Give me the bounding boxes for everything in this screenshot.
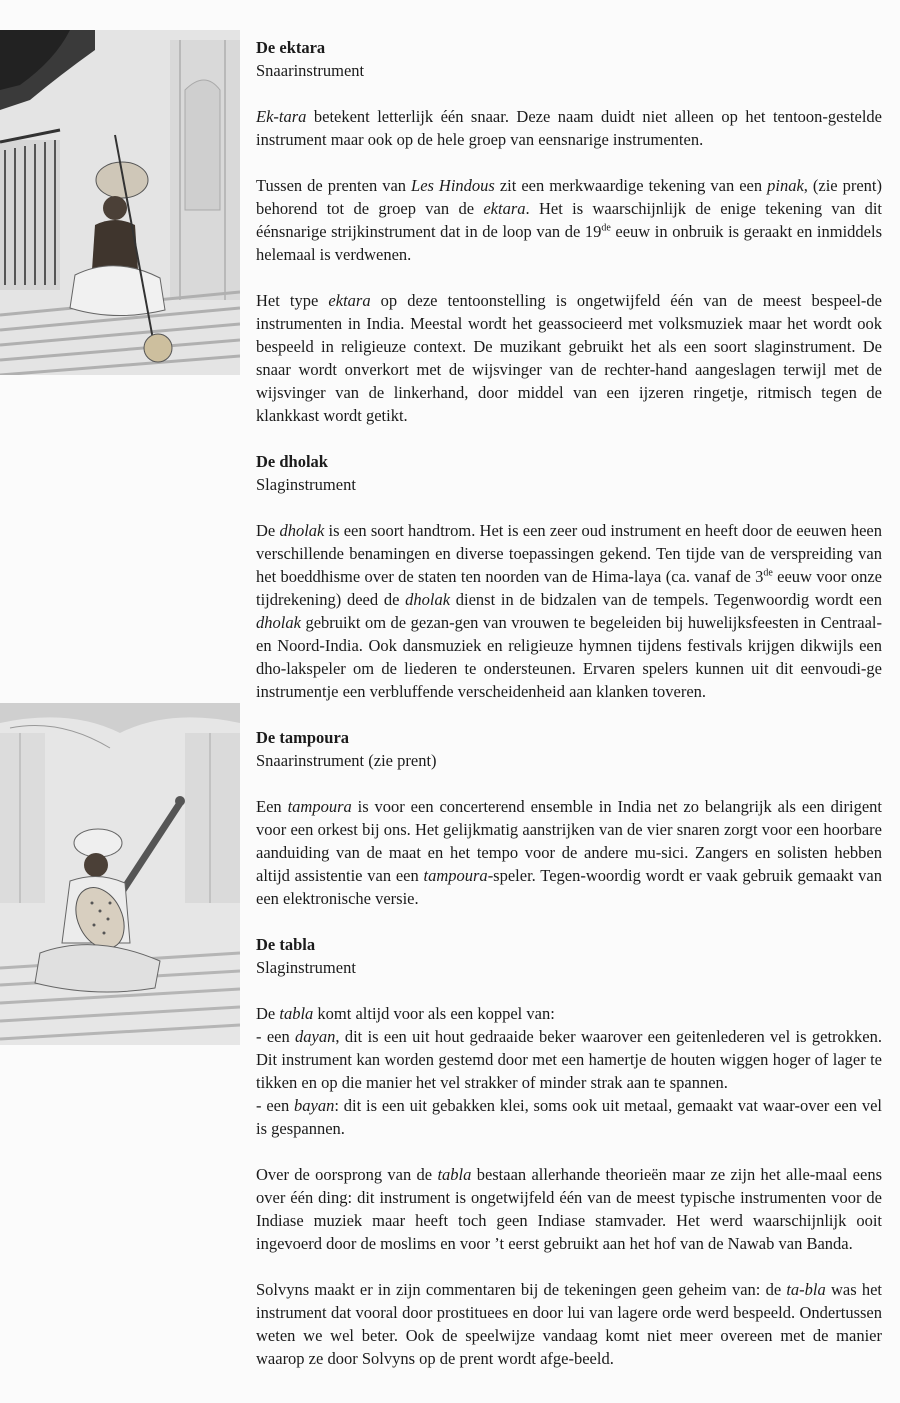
paragraph-tabla-1: De tabla komt altijd voor als een koppel van: bbox=[256, 1004, 555, 1023]
section-title-ektara: De ektara bbox=[256, 38, 326, 57]
paragraph-dholak-1: De dholak is een soort handtrom. Het is een zeer oud instrument en heeft door de eeuwen heen verschillende benamingen en diverse toepassingen gekend. Ten tijde van de verspreiding van het boeddhisme over de staten ten noorden van de Hima-laya (ca. vanaf de 3de eeuw voor onze tijdrekening) deed de dholak dienst in de bidzalen van de tempels. Tegenwoordig wordt een dholak gebruikt om de gezan-gen van vrouwen te begeleiden bij huwelijksfeesten in Centraal- en Noord-India. Ook dansmuziek en religieuze hymnen tijdens festivals krijgen dikwijls een dho-lakspeler om de liederen te ondersteunen. Ervaren spelers kunnen uit dit eenvoudi-ge instrumentje een verbluffende verscheidenheid aan klanken toveren. bbox=[256, 521, 882, 701]
paragraph-ektara-1: Ek-tara betekent letterlijk één snaar. Deze naam duidt niet alleen op het tentoon-gestelde instrument maar ook op de hele groep van eensnarige instrumenten. bbox=[256, 107, 882, 149]
section-subtitle-ektara: Snaarinstrument bbox=[256, 61, 365, 80]
paragraph-ektara-3: Het type ektara op deze tentoonstelling is ongetwijfeld één van de meest bespeel-de instrumenten in India. Meestal wordt het geassocieerd met volksmuziek maar het wordt ook bespeeld in religieuze context. De muzikant gebruikt het als een soort slaginstrument. De snaar wordt onverkort met de wijsvinger van de rechter-hand aangeslagen terwijl met de wijsvinger van de linkerhand, door middel van een ijzeren ringetje, ritmisch tegen de klankkast wordt getikt. bbox=[256, 291, 882, 425]
paragraph-tabla-3: Solvyns maakt er in zijn commentaren bij de tekeningen geen geheim van: de ta-bla was het instrument dat vooral door prostituees en door lui van lagere orde werd bespeeld. Ondertussen weten we wel beter. Ook de speelwijze vandaag komt niet meer overeen met de manier waarop ze door Solvyns op de prent wordt afge-beeld. bbox=[256, 1280, 882, 1368]
article-text-column bbox=[256, 36, 882, 1370]
paragraph-ektara-2: Tussen de prenten van Les Hindous zit een merkwaardige tekening van een pinak, (zie prent) behorend tot de groep van de ektara. Het is waarschijnlijk de enige tekening van dit éénsnarige strijkinstrument dat in de loop van de 19de eeuw in onbruik is geraakt en inmiddels helemaal is verdwenen. bbox=[256, 176, 883, 264]
section-title-dholak: De dholak bbox=[256, 452, 328, 471]
paragraph-tabla-2: Over de oorsprong van de tabla bestaan allerhande theorieën maar ze zijn het alle-maal eens over één ding: dit instrument is ongetwijfeld één van de meest typische instrumenten voor de Indiase muziek maar heeft toch geen Indiase stamvader. Het werd waarschijnlijk ooit ingevoerd door de moslims en voor ’t eerst gebruikt aan het hof van de Nawab van Banda. bbox=[256, 1165, 882, 1253]
list-item-dayan: - een dayan, dit is een uit hout gedraaide beker waarover een geitenlederen vel is getrokken. Dit instrument kan worden gestemd door met een hamertje de houten wiggen hoger of lager te tikken en op die manier het vel strakker of minder strak aan te spannen. bbox=[256, 1027, 882, 1092]
tampoura-engraving bbox=[0, 703, 240, 1045]
section-title-tampoura: De tampoura bbox=[256, 728, 350, 747]
paragraph-tampoura-1: Een tampoura is voor een concerterend ensemble in India net zo belangrijk als een dirigent voor een orkest bij ons. Het gelijkmatig aanstrijken van de vier snaren zorgt voor een hoorbare aanduiding van de maat en het tempo voor de andere mu-sici. Zangers en solisten hebben altijd assistentie van een tampoura-speler. Tegen-woordig wordt er vaak gebruik gemaakt van een elektronische versie. bbox=[256, 797, 882, 908]
list-item-bayan: - een bayan: dit is een uit gebakken klei, soms ook uit metaal, gemaakt vat waar-over een vel is gespannen. bbox=[256, 1096, 882, 1138]
section-subtitle-tabla: Slaginstrument bbox=[256, 958, 356, 977]
tampoura-player-illustration bbox=[0, 703, 240, 1045]
section-subtitle-dholak: Slaginstrument bbox=[256, 475, 356, 494]
section-subtitle-tampoura: Snaarinstrument (zie prent) bbox=[256, 751, 437, 770]
ektara-engraving bbox=[0, 30, 240, 375]
section-title-tabla: De tabla bbox=[256, 935, 316, 954]
ektara-player-illustration bbox=[0, 30, 240, 375]
